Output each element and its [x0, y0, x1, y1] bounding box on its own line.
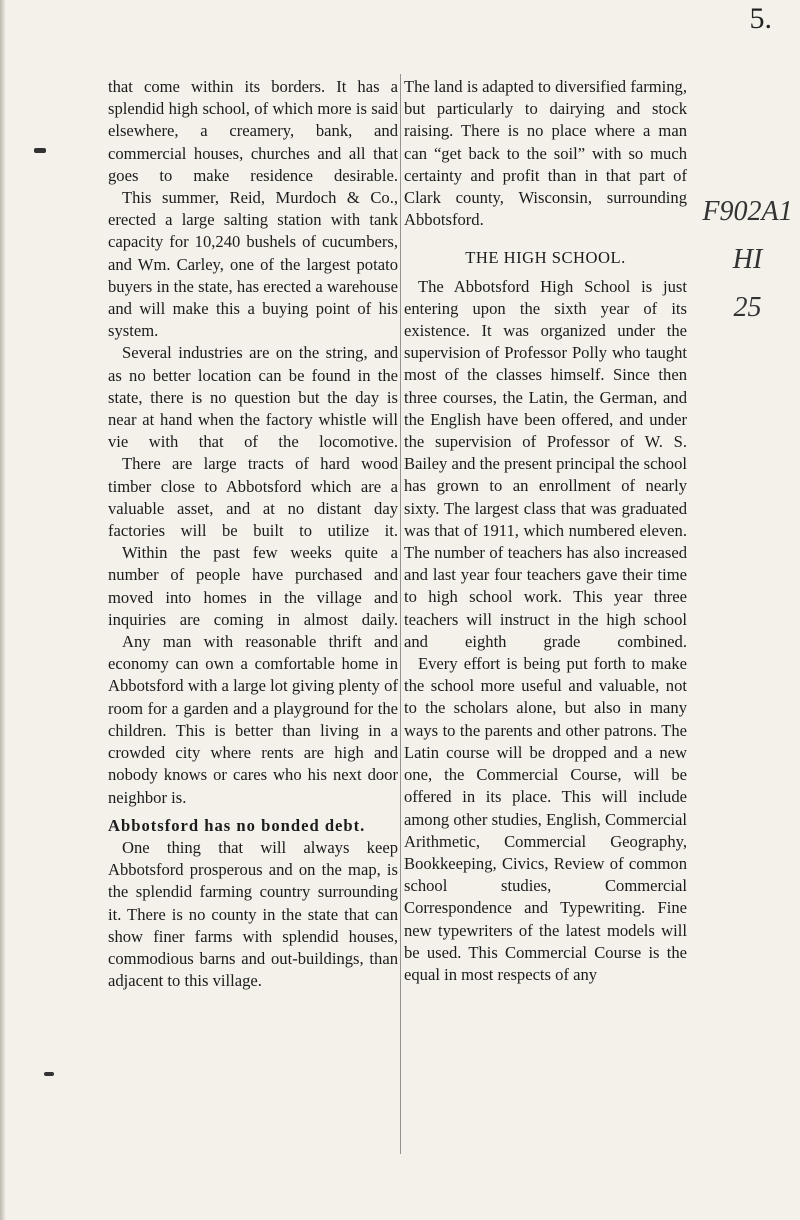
section-heading: THE HIGH SCHOOL. — [465, 248, 626, 268]
paragraph: This summer, Reid, Murdoch & Co., erected a large salting station with tank capacity for 10,240 bushels of cucumbers, and Wm. Carley, one of the largest potato buyers in the state, has erected a warehouse and will make this a buying point of his system. — [108, 188, 398, 341]
paragraph: Every effort is being put forth to make the school more useful and valuable, not to the scholars alone, but also in many ways to the parents and other patrons. The Latin course will be dropped and a new one, the Commercial Course, will be offered in its place. This will include among other studies, English, Commercial Arithmetic, Commercial Geography, Bookkeeping, Civics, Review of common school studies, Commercial Correspondence and Typewriting. Fine new typewriters of the latest models will be used. This Commercial Course is the equal in most respects of any — [404, 654, 687, 984]
section-subheading: Abbotsford has no bonded debt. — [108, 815, 366, 835]
paragraph: One thing that will always keep Abbotsford prosperous and on the map, is the splendid farming country surrounding it. There is no county in the state that can show finer farms with splendid houses, commodious barns and out-buildings, than adjacent to this village. — [108, 837, 398, 991]
page-edge-shadow — [0, 0, 6, 1220]
page-number: 5. — [749, 2, 772, 35]
catalog-note: F902A1 — [702, 196, 793, 227]
paragraph: Several industries are on the string, and as no better location can be found in the state, there is no question but the day is near at hand when the factory whistle will vie with that of the locomotive. — [108, 343, 398, 452]
paragraph: that come within its borders. It has a splendid high school, of which more is said elsewhere, a creamery, bank, and commercial houses, churches and all that goes to make residence desirable. — [108, 77, 398, 185]
margin-mark — [44, 1072, 54, 1076]
left-column — [108, 76, 398, 992]
catalog-note: 25 — [733, 292, 762, 323]
paragraph: Any man with reasonable thrift and economy can own a comfortable home in Abbotsford with a large lot giving plenty of room for a garden and a playground for the children. This is better than living in a crowded city where rents are high and nobody knows or cares who his next door neighbor is. — [108, 632, 398, 807]
paragraph: There are large tracts of hard wood timber close to Abbotsford which are a valuable asset, and at no distant day factories will be built to utilize it. — [108, 454, 398, 541]
paragraph: The land is adapted to diversified farming, but particularly to dairying and stock raising. There is no place where a man can “get back to the soil” with so much certainty and profit than in that part of Clark county, Wisconsin, surrounding Abbotsford. — [404, 77, 687, 230]
paragraph: The Abbotsford High School is just entering upon the sixth year of its existence. It was organized under the supervision of Professor Polly who taught most of the classes himself. Since then three courses, the Latin, the German, and the English have been offered, and under the supervision of Professor of W. S. Bailey and the present principal the school has grown to an enrollment of nearly sixty. The largest class that was graduated was that of 1911, which numbered eleven. The number of teachers has also increased and last year four teachers gave their time to high school work. This year three teachers will instruct in the high school and eighth grade combined. — [404, 276, 687, 651]
right-column — [404, 76, 687, 986]
paragraph: Within the past few weeks quite a number of people have purchased and moved into homes in the village and inquiries are coming in almost daily. — [108, 543, 398, 629]
margin-mark — [34, 148, 46, 153]
column-divider — [400, 74, 401, 1154]
catalog-note: HI — [732, 244, 763, 275]
catalog-notes — [700, 188, 795, 332]
